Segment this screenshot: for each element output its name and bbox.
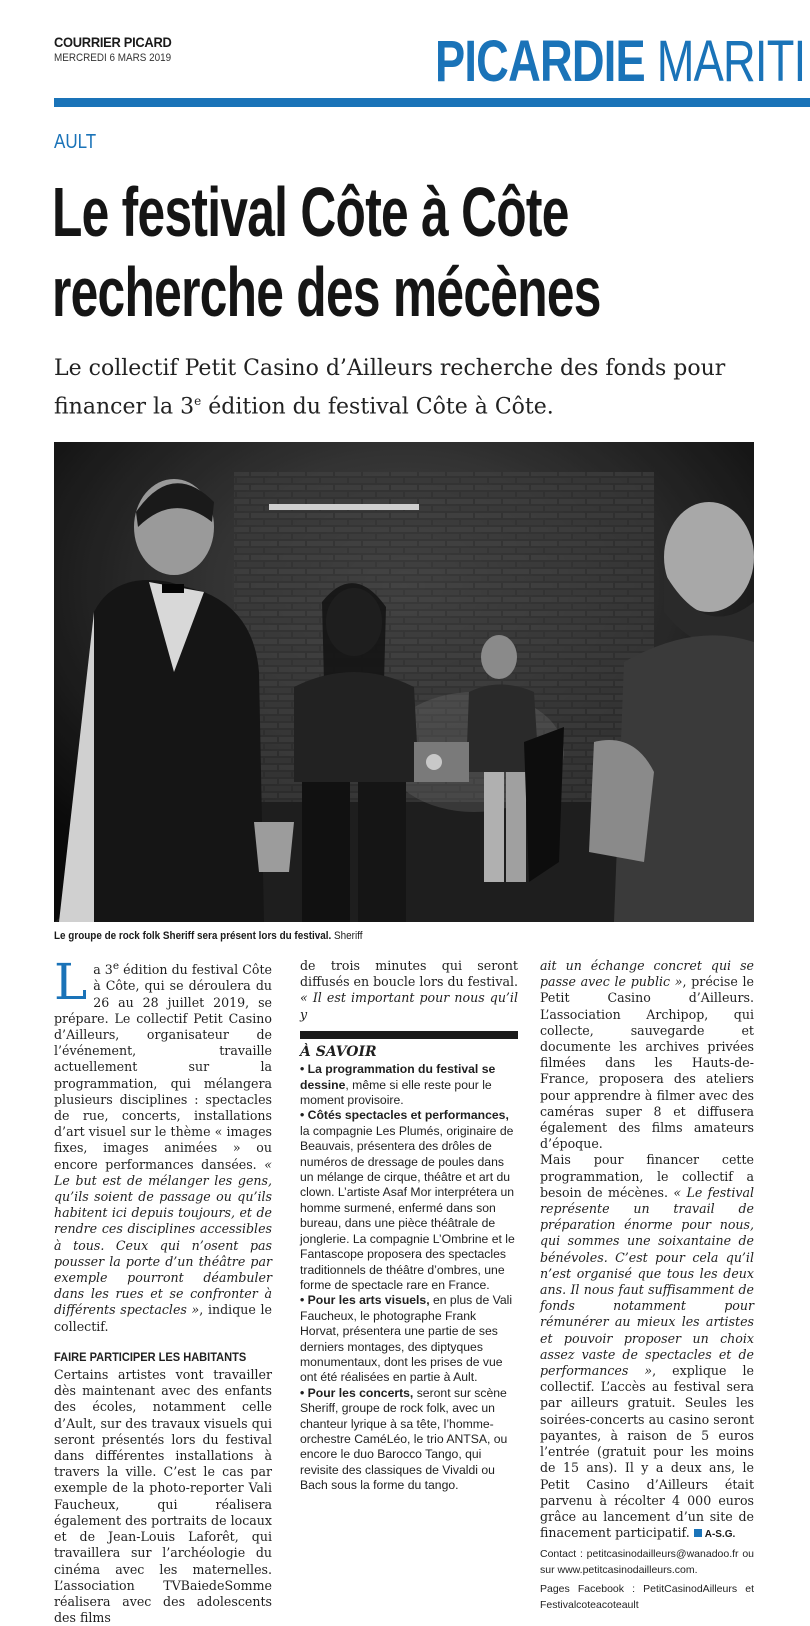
section-rule xyxy=(54,98,810,107)
section-title-bold: PICARDIE xyxy=(435,29,645,94)
caption-credit: Sheriff xyxy=(331,930,363,942)
contact-info: Contact : petitcasinodailleurs@wanadoo.fr ou sur www.petitcasinodailleurs.com. xyxy=(540,1548,754,1577)
band-photo-image xyxy=(54,442,754,922)
article-column-1 xyxy=(54,953,272,1626)
author-signature: A-S.G. xyxy=(704,1529,736,1541)
subheading: FAIRE PARTICIPER LES HABITANTS xyxy=(54,1349,247,1364)
facebook-pages: Pages Facebook : PetitCasinodAilleurs et Festivalcoteacoteault xyxy=(540,1583,754,1612)
headline-line-1: Le festival Côte à Côte xyxy=(52,173,569,251)
standfirst-sup: e xyxy=(194,394,202,408)
caption-text: Le groupe de rock folk Sheriff sera présent lors du festival. xyxy=(54,930,332,942)
photo-caption xyxy=(54,930,362,942)
intro-quote: « Le but est de mélanger les gens, qu’ils soient de passage ou qu’ils habitent ici depuis toujours, et de rendre ces disciplines accessibles à tous. Ceux qui n’osent pas pousser la porte d’un théâtre par exemple pourront déambuler dans les rues et se confronter à différents spectacles » xyxy=(54,1156,272,1318)
drop-cap: L xyxy=(54,953,88,1011)
mecenes-quote: « Le festival représente un travail de préparation énorme pour nous, qui sommes une soixantaine de bénévoles. C’est pour cela qu’il n’est organisé que tous les deux ans. Il nous faut suffisamment de fonds notamment pour rémunérer au mieux les artistes et pouvoir proposer un choix assez vaste de spectacles et de performances » xyxy=(540,1184,754,1379)
headline-line-2: recherche des mécènes xyxy=(52,253,601,331)
paragraph-intro xyxy=(54,953,272,1335)
info-item-4-text: seront sur scène Sheriff, groupe de rock folk, avec un chanteur lyrique à sa tête, l’homme-orchestre CaméLéo, le trio ANTSA, ou encore le duo Barocco Tango, qui revisite des classiques de Vivaldi ou Bach sous la forme du tango. xyxy=(300,1385,508,1493)
standfirst-part-a: Le collectif Petit Casino d’Ailleurs recherche des fonds pour financer la 3 xyxy=(54,356,726,420)
paragraph-continuation: de trois minutes qui seront diffusés en boucle lors du festival. xyxy=(300,958,518,990)
section-title-light: MARITI xyxy=(656,29,806,94)
archipop-text: , précise le Petit Casino d’Ailleurs. L’association Archipop, qui collecte, sauvegarde et documente les archives privées filmées dans les Hauts-de-France, proposera des ateliers pour apprendre à filmer avec des caméras super 8 et diffusera également des films amateurs d’époque. xyxy=(540,974,754,1152)
info-item-1-lead: • La programmation du festival se dessine xyxy=(300,1062,496,1092)
info-item-4-lead: • Pour les concerts, xyxy=(300,1385,414,1400)
quote-start: « Il est important pour nous qu’il y xyxy=(300,990,518,1022)
section-title xyxy=(435,28,805,95)
issue-date: MERCREDI 6 MARS 2019 xyxy=(54,52,172,64)
article-column-3 xyxy=(540,958,754,1613)
info-box-title: À SAVOIR xyxy=(300,1043,377,1060)
mecenes-end: , explique le collectif. L’accès au festival sera par ailleurs gratuit. Seules les soirées-concerts au casino seront payantes, à raison de 5 euros l’entrée (gratuit pour les moins de 15 ans). Il y a deux ans, le Petit Casino d’Ailleurs était parvenu à récolter 4 000 euros grâce au lancement d’un site de finacement participatif. xyxy=(540,1363,754,1541)
article-column-2 xyxy=(300,958,518,1494)
paragraph-mecenes xyxy=(540,1152,754,1543)
info-box xyxy=(300,1031,518,1494)
paragraph-participation: Certains artistes vont travailler dès maintenant avec des enfants des écoles, notamment celle d’Ault, sur des travaux visuels qui seront présentés lors du festival dans différentes installations à travers la ville. C’est le cas par exemple de la photo-reporter Vali Faucheux, qui réalisera également des portraits de locaux et de Jean-Louis Laforêt, qui travaillera sur l’archéologie du cinéma avec les maternelles. L’association TVBaiedeSomme réalisera avec des adolescents des films xyxy=(54,1367,272,1626)
kicker-location: AULT xyxy=(54,131,97,153)
info-item-3-lead: • Pour les arts visuels, xyxy=(300,1293,430,1308)
paragraph-archipop xyxy=(540,958,754,1152)
mecenes-text: Mais pour financer cette programmation, le collectif a besoin de mécènes. xyxy=(540,1152,754,1200)
info-item-3-text: en plus de Vali Faucheux, le photographe Frank Horvat, présentera une partie de ses derniers montages, des diptyques monumentaux, dont les prises de vue ont été réalisées en partie à Ault. xyxy=(300,1293,513,1385)
info-item-spectacles xyxy=(300,1108,518,1293)
archipop-quote: ait un échange concret qui se passe avec le public » xyxy=(540,958,754,990)
info-item-concerts xyxy=(300,1386,518,1494)
info-item-2-lead: • Côtés spectacles et performances, xyxy=(300,1108,509,1123)
standfirst-part-b: édition du festival Côte à Côte. xyxy=(201,394,554,420)
headline xyxy=(52,172,691,332)
intro-end: , indique le collectif. xyxy=(54,1302,272,1334)
band-photo xyxy=(54,442,754,922)
intro-part-b: édition du festival Côte à Côte, qui se déroulera du 26 au 28 juillet 2019, se prépare. Le collectif Petit Casino d’Ailleurs, organisateur de l’événement, travaille actuellement sur la programmation, qui mélangera plusieurs disciplines : spectacles de rue, concerts, installations d’art visuel sur le thème « images fixes, images animées » ou encore performances dansées. xyxy=(54,962,272,1172)
info-item-arts-visuels xyxy=(300,1293,518,1385)
signature-square-icon xyxy=(694,1529,702,1537)
info-item-1-text: , même si elle reste pour le moment provisoire. xyxy=(300,1077,492,1108)
info-item-2-text: la compagnie Les Plumés, originaire de Beauvais, présentera des drôles de numéros de dressage de poules dans un mélange de cirque, théâtre et art du clown. L’artiste Asaf Mor interprétera un homme surmené, enfermé dans son bureau, dans une pièce théâtrale de jonglerie. La compagnie L’Ombrine et le Fantascope proposera des spectacles traditionnels de théâtre d’ombres, une forme de spectacle rare en France. xyxy=(300,1123,515,1292)
paragraph-quote-start xyxy=(300,990,518,1022)
intro-sup: e xyxy=(112,960,120,972)
newspaper-name: COURRIER PICARD xyxy=(54,34,172,50)
intro-part-a: a 3 xyxy=(93,962,113,978)
info-item-programmation xyxy=(300,1062,518,1108)
standfirst xyxy=(54,352,774,423)
